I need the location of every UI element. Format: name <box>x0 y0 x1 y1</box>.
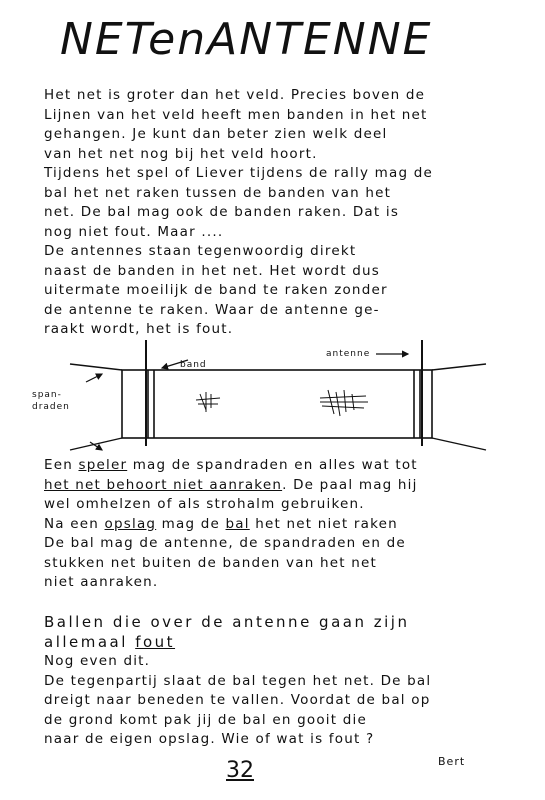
text-line: bal het net raken tussen de banden van het <box>44 184 392 201</box>
spandraden-pointer-arrow <box>86 374 102 382</box>
page-number: 32 <box>226 758 254 783</box>
text-line: Ballen die over de antenne gaan zijn <box>44 613 410 631</box>
antenne-label: antenne <box>326 349 371 359</box>
text-line: van het net nog bij het veld hoort. <box>44 145 318 162</box>
net-texture-left <box>196 392 220 412</box>
text-line <box>44 476 418 496</box>
text-segment: mag de <box>156 515 226 532</box>
paragraph-net-intro <box>44 86 433 340</box>
text-line: naar de eigen opslag. Wie of wat is fout ? <box>44 731 375 747</box>
text-line: uitermate moeilijk de band te raken zonder <box>44 282 388 298</box>
text-line: Tijdens het spel of Liever tijdens de rally mag de <box>44 165 433 181</box>
text-line: Nog even dit. <box>44 653 151 669</box>
text-segment: Na een <box>44 515 105 532</box>
net-texture-right <box>320 390 368 416</box>
text-line: Lijnen van het veld heeft men banden in het net <box>44 106 428 123</box>
text-line: De tegenpartij slaat de bal tegen het net. De bal <box>44 672 432 689</box>
left-guy-wire-bottom <box>70 438 122 450</box>
text-line: nog niet fout. Maar .... <box>44 223 224 240</box>
text-line: de antenne te raken. Waar de antenne ge- <box>44 301 380 318</box>
spandraden-label-top: span- <box>32 390 62 400</box>
paragraph-rules <box>44 456 418 593</box>
text-line: stukken net buiten de banden van het net <box>44 554 377 571</box>
text-line <box>44 633 431 653</box>
text-line: de grond komt pak jij de bal en gooit die <box>44 711 367 728</box>
paragraph-question <box>44 613 431 750</box>
right-guy-wire-bottom <box>432 438 486 450</box>
text-line: raakt wordt, het is fout. <box>44 321 234 337</box>
spandraden-label-bottom: draden <box>32 402 70 412</box>
text-line: dreigt naar beneden te vallen. Voordat de bal op <box>44 692 431 708</box>
text-line: De bal mag de antenne, de spandraden en de <box>44 535 406 551</box>
author-signature: Bert <box>438 755 466 768</box>
text-line: Het net is groter dan het veld. Precies boven de <box>44 87 426 103</box>
net-drawing <box>30 338 510 458</box>
band-label: band <box>180 360 207 370</box>
text-segment: allemaal <box>44 632 136 651</box>
text-segment: het net niet raken <box>249 515 398 532</box>
underlined-word: bal <box>225 515 250 532</box>
text-segment: Een <box>44 457 79 473</box>
text-line: net. De bal mag ook de banden raken. Dat is <box>44 204 400 220</box>
text-line: wel omhelzen of als strohalm gebruiken. <box>44 496 365 512</box>
page-title: NETenANTENNE <box>60 14 433 65</box>
underlined-word: fout <box>135 632 176 651</box>
text-line: naast de banden in het net. Het wordt dus <box>44 262 380 279</box>
underlined-phrase: het net behoort niet aanraken <box>44 476 283 493</box>
text-line <box>44 456 418 476</box>
right-guy-wire-top <box>432 364 486 370</box>
underlined-word: speler <box>78 457 128 473</box>
net-outline <box>122 370 432 438</box>
underlined-word: opslag <box>104 515 157 532</box>
left-guy-wire-top <box>70 364 122 370</box>
text-segment: . De paal mag hij <box>282 476 418 493</box>
text-line: De antennes staan tegenwoordig direkt <box>44 243 357 259</box>
text-segment: mag de spandraden en alles wat tot <box>127 457 418 473</box>
text-line: niet aanraken. <box>44 574 159 590</box>
net-antenna-diagram <box>30 338 510 458</box>
text-line <box>44 515 418 535</box>
text-line: gehangen. Je kunt dan beter zien welk deel <box>44 126 388 142</box>
